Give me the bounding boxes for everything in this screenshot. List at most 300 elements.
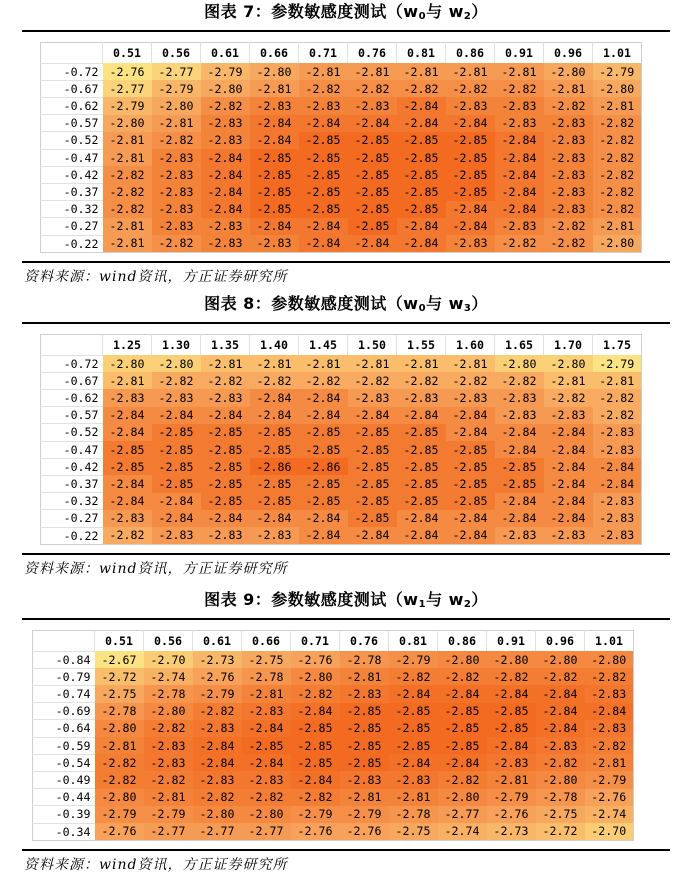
table-row	[41, 235, 642, 252]
figure-title	[22, 292, 670, 316]
heatmap-cell: -2.83	[495, 218, 544, 235]
column-header: 1.01	[593, 43, 642, 64]
heatmap-wrapper	[22, 324, 670, 553]
row-header: -0.37	[41, 475, 103, 492]
heatmap-cell: -2.83	[299, 97, 348, 114]
heatmap-cell: -2.81	[544, 80, 593, 97]
heatmap-cell: -2.84	[446, 424, 495, 441]
heatmap-cell: -2.80	[152, 355, 201, 372]
heatmap-cell: -2.85	[152, 475, 201, 492]
table-row	[33, 806, 634, 823]
heatmap-cell: -2.83	[242, 703, 291, 720]
table-row	[41, 389, 642, 406]
heatmap-cell: -2.82	[95, 771, 144, 788]
table-row	[41, 80, 642, 97]
row-header: -0.27	[41, 218, 103, 235]
heatmap-cell: -2.81	[103, 218, 152, 235]
heatmap-cell: -2.85	[446, 458, 495, 475]
heatmap-cell: -2.84	[201, 149, 250, 166]
table-row	[41, 493, 642, 510]
heatmap-cell: -2.82	[593, 149, 642, 166]
heatmap-cell: -2.82	[299, 80, 348, 97]
heatmap-cell: -2.85	[103, 458, 152, 475]
row-header: -0.54	[33, 754, 95, 771]
heatmap-cell: -2.77	[103, 80, 152, 97]
column-header: 1.25	[103, 335, 152, 356]
heatmap-cell: -2.84	[201, 407, 250, 424]
heatmap-cell: -2.82	[536, 754, 585, 771]
heatmap-cell: -2.83	[585, 685, 634, 702]
heatmap-cell: -2.81	[250, 355, 299, 372]
heatmap-cell: -2.76	[193, 668, 242, 685]
heatmap-cell: -2.84	[250, 218, 299, 235]
heatmap-cell: -2.85	[438, 720, 487, 737]
heatmap-cell: -2.84	[299, 115, 348, 132]
row-header: -0.57	[41, 115, 103, 132]
heatmap-cell: -2.84	[544, 493, 593, 510]
heatmap-cell: -2.81	[446, 355, 495, 372]
heatmap-cell: -2.81	[585, 754, 634, 771]
heatmap-cell: -2.85	[291, 754, 340, 771]
table-row	[41, 115, 642, 132]
heatmap-cell: -2.85	[299, 493, 348, 510]
row-header: -0.74	[33, 685, 95, 702]
row-header: -0.39	[33, 806, 95, 823]
column-header: 0.56	[144, 631, 193, 652]
heatmap-cell: -2.82	[544, 235, 593, 252]
heatmap-cell: -2.83	[201, 389, 250, 406]
header-row	[33, 631, 634, 652]
heatmap-cell: -2.80	[593, 235, 642, 252]
heatmap-cell: -2.82	[544, 97, 593, 114]
title-text: 与 w	[426, 294, 464, 313]
title-text: 与 w	[426, 2, 464, 21]
heatmap-cell: -2.83	[340, 771, 389, 788]
heatmap-cell: -2.84	[299, 389, 348, 406]
source-note: 资料来源：wind资讯，方正证券研究所	[24, 268, 288, 285]
heatmap-cell: -2.80	[95, 720, 144, 737]
heatmap-cell: -2.81	[340, 668, 389, 685]
table-row	[33, 703, 634, 720]
row-header: -0.64	[33, 720, 95, 737]
heatmap-cell: -2.85	[250, 424, 299, 441]
table-row	[41, 132, 642, 149]
heatmap-cell: -2.84	[544, 424, 593, 441]
heatmap-cell: -2.81	[487, 771, 536, 788]
heatmap-cell: -2.79	[144, 806, 193, 823]
heatmap-cell: -2.83	[536, 737, 585, 754]
heatmap-cell: -2.82	[593, 407, 642, 424]
heatmap-cell: -2.84	[242, 720, 291, 737]
figure-8	[22, 292, 670, 580]
heatmap-cell: -2.85	[250, 149, 299, 166]
column-header: 0.51	[103, 43, 152, 64]
heatmap-cell: -2.84	[495, 166, 544, 183]
heatmap-cell: -2.80	[291, 668, 340, 685]
heatmap-cell: -2.84	[397, 235, 446, 252]
heatmap-cell: -2.83	[103, 510, 152, 527]
corner-cell	[41, 43, 103, 64]
heatmap-cell: -2.84	[495, 493, 544, 510]
heatmap-cell: -2.84	[193, 754, 242, 771]
heatmap-cell: -2.82	[152, 132, 201, 149]
heatmap-cell: -2.84	[536, 703, 585, 720]
heatmap-cell: -2.85	[201, 424, 250, 441]
heatmap-cell: -2.83	[250, 527, 299, 544]
heatmap-cell: -2.83	[193, 720, 242, 737]
heatmap-cell: -2.86	[299, 458, 348, 475]
heatmap-cell: -2.83	[152, 201, 201, 218]
heatmap-cell: -2.83	[152, 166, 201, 183]
heatmap-cell: -2.82	[487, 668, 536, 685]
row-header: -0.72	[41, 355, 103, 372]
heatmap-cell: -2.85	[299, 201, 348, 218]
heatmap-cell: -2.85	[348, 183, 397, 200]
heatmap-cell: -2.84	[585, 703, 634, 720]
heatmap-cell: -2.77	[242, 823, 291, 840]
column-header: 0.86	[438, 631, 487, 652]
heatmap-cell: -2.84	[348, 527, 397, 544]
heatmap-cell: -2.83	[201, 115, 250, 132]
heatmap-cell: -2.82	[593, 132, 642, 149]
heatmap-table	[32, 630, 634, 841]
heatmap-cell: -2.85	[397, 441, 446, 458]
heatmap-cell: -2.85	[348, 441, 397, 458]
column-header: 1.35	[201, 335, 250, 356]
heatmap-cell: -2.79	[152, 80, 201, 97]
heatmap-cell: -2.82	[250, 372, 299, 389]
heatmap-cell: -2.84	[397, 97, 446, 114]
heatmap-cell: -2.79	[201, 63, 250, 80]
heatmap-cell: -2.81	[593, 218, 642, 235]
heatmap-cell: -2.85	[299, 441, 348, 458]
heatmap-cell: -2.83	[585, 720, 634, 737]
heatmap-cell: -2.84	[438, 754, 487, 771]
heatmap-cell: -2.82	[144, 720, 193, 737]
column-header: 1.75	[593, 335, 642, 356]
table-row	[33, 737, 634, 754]
heatmap-cell: -2.82	[348, 80, 397, 97]
heatmap-cell: -2.82	[103, 166, 152, 183]
heatmap-cell: -2.84	[201, 201, 250, 218]
heatmap-cell: -2.82	[95, 754, 144, 771]
row-header: -0.32	[41, 493, 103, 510]
heatmap-cell: -2.85	[348, 132, 397, 149]
heatmap-cell: -2.84	[193, 737, 242, 754]
heatmap-cell: -2.84	[348, 235, 397, 252]
table-row	[33, 754, 634, 771]
heatmap-cell: -2.81	[103, 235, 152, 252]
row-header: -0.22	[41, 235, 103, 252]
heatmap-cell: -2.82	[446, 372, 495, 389]
heatmap-cell: -2.80	[152, 97, 201, 114]
header-row	[41, 335, 642, 356]
table-row	[41, 372, 642, 389]
heatmap-cell: -2.84	[487, 685, 536, 702]
heatmap-cell: -2.79	[193, 685, 242, 702]
heatmap-cell: -2.83	[144, 737, 193, 754]
heatmap-cell: -2.81	[152, 115, 201, 132]
heatmap-cell: -2.81	[593, 372, 642, 389]
column-header: 0.81	[389, 631, 438, 652]
heatmap-cell: -2.83	[544, 115, 593, 132]
heatmap-cell: -2.83	[544, 407, 593, 424]
heatmap-cell: -2.74	[438, 823, 487, 840]
heatmap-cell: -2.83	[348, 389, 397, 406]
heatmap-cell: -2.83	[340, 685, 389, 702]
column-header: 1.40	[250, 335, 299, 356]
heatmap-cell: -2.81	[446, 63, 495, 80]
heatmap-cell: -2.85	[348, 218, 397, 235]
heatmap-cell: -2.76	[487, 806, 536, 823]
heatmap-cell: -2.85	[389, 720, 438, 737]
heatmap-cell: -2.79	[95, 806, 144, 823]
heatmap-cell: -2.84	[495, 201, 544, 218]
heatmap-cell: -2.81	[593, 97, 642, 114]
table-row	[33, 720, 634, 737]
heatmap-cell: -2.83	[593, 527, 642, 544]
table-row	[33, 789, 634, 806]
heatmap-cell: -2.82	[593, 389, 642, 406]
heatmap-cell: -2.81	[544, 372, 593, 389]
column-header: 0.66	[242, 631, 291, 652]
heatmap-cell: -2.85	[340, 737, 389, 754]
heatmap-cell: -2.85	[250, 201, 299, 218]
heatmap-cell: -2.81	[95, 737, 144, 754]
heatmap-cell: -2.84	[397, 218, 446, 235]
table-row	[41, 424, 642, 441]
source-note: 资料来源：wind资讯，方正证券研究所	[24, 560, 288, 577]
title-text: 图表 8：参数敏感度测试（w	[204, 294, 419, 313]
heatmap-cell: -2.85	[299, 183, 348, 200]
heatmap-cell: -2.85	[201, 441, 250, 458]
heatmap-cell: -2.85	[291, 720, 340, 737]
row-header: -0.49	[33, 771, 95, 788]
heatmap-cell: -2.85	[397, 166, 446, 183]
heatmap-cell: -2.82	[495, 235, 544, 252]
heatmap-cell: -2.81	[348, 355, 397, 372]
column-header: 1.01	[585, 631, 634, 652]
heatmap-cell: -2.76	[291, 651, 340, 668]
heatmap-cell: -2.85	[446, 441, 495, 458]
heatmap-cell: -2.85	[446, 149, 495, 166]
heatmap-cell: -2.84	[536, 685, 585, 702]
table-row	[41, 458, 642, 475]
heatmap-cell: -2.82	[242, 789, 291, 806]
heatmap-cell: -2.82	[397, 80, 446, 97]
heatmap-cell: -2.83	[201, 235, 250, 252]
heatmap-cell: -2.86	[250, 458, 299, 475]
heatmap-cell: -2.84	[152, 493, 201, 510]
heatmap-cell: -2.84	[495, 441, 544, 458]
heatmap-cell: -2.85	[242, 737, 291, 754]
heatmap-cell: -2.84	[201, 183, 250, 200]
heatmap-cell: -2.83	[152, 183, 201, 200]
heatmap-cell: -2.80	[250, 63, 299, 80]
column-header: 1.50	[348, 335, 397, 356]
heatmap-cell: -2.80	[536, 651, 585, 668]
heatmap-cell: -2.73	[487, 823, 536, 840]
heatmap-cell: -2.84	[446, 218, 495, 235]
title-sub: 2	[463, 11, 472, 22]
heatmap-cell: -2.85	[446, 132, 495, 149]
heatmap-cell: -2.80	[585, 651, 634, 668]
column-header: 1.65	[495, 335, 544, 356]
heatmap-cell: -2.85	[152, 441, 201, 458]
heatmap-cell: -2.85	[340, 703, 389, 720]
heatmap-cell: -2.83	[544, 183, 593, 200]
heatmap-cell: -2.82	[348, 372, 397, 389]
heatmap-cell: -2.84	[250, 407, 299, 424]
heatmap-cell: -2.85	[397, 201, 446, 218]
column-header: 1.70	[544, 335, 593, 356]
column-header: 0.66	[250, 43, 299, 64]
heatmap-cell: -2.82	[291, 789, 340, 806]
table-row	[41, 97, 642, 114]
heatmap-cell: -2.84	[348, 407, 397, 424]
heatmap-cell: -2.85	[348, 458, 397, 475]
table-row	[41, 441, 642, 458]
heatmap-cell: -2.85	[299, 149, 348, 166]
column-header: 0.96	[544, 43, 593, 64]
heatmap-cell: -2.83	[144, 754, 193, 771]
heatmap-cell: -2.84	[152, 407, 201, 424]
column-header: 1.30	[152, 335, 201, 356]
column-header: 0.61	[193, 631, 242, 652]
title-sub: 0	[418, 11, 427, 22]
heatmap-cell: -2.85	[250, 475, 299, 492]
heatmap-cell: -2.79	[593, 63, 642, 80]
heatmap-cell: -2.84	[487, 737, 536, 754]
figure-7	[22, 0, 670, 288]
row-header: -0.47	[41, 149, 103, 166]
heatmap-cell: -2.75	[536, 806, 585, 823]
heatmap-cell: -2.81	[103, 132, 152, 149]
heatmap-cell: -2.82	[299, 372, 348, 389]
heatmap-cell: -2.85	[299, 475, 348, 492]
heatmap-cell: -2.84	[299, 510, 348, 527]
table-row	[41, 63, 642, 80]
heatmap-cell: -2.67	[95, 651, 144, 668]
heatmap-cell: -2.83	[495, 407, 544, 424]
heatmap-cell: -2.84	[446, 201, 495, 218]
heatmap-cell: -2.84	[250, 132, 299, 149]
title-sub: 2	[463, 599, 472, 610]
heatmap-cell: -2.85	[397, 493, 446, 510]
heatmap-cell: -2.82	[585, 737, 634, 754]
heatmap-cell: -2.85	[250, 493, 299, 510]
heatmap-cell: -2.77	[144, 823, 193, 840]
heatmap-cell: -2.75	[242, 651, 291, 668]
title-text: 图表 7：参数敏感度测试（w	[204, 2, 419, 21]
heatmap-wrapper	[22, 32, 670, 261]
heatmap-cell: -2.73	[193, 651, 242, 668]
heatmap-cell: -2.85	[348, 475, 397, 492]
heatmap-cell: -2.83	[593, 510, 642, 527]
heatmap-cell: -2.74	[144, 668, 193, 685]
heatmap-cell: -2.84	[299, 218, 348, 235]
table-row	[41, 407, 642, 424]
heatmap-cell: -2.82	[446, 80, 495, 97]
heatmap-cell: -2.84	[299, 235, 348, 252]
table-row	[41, 149, 642, 166]
row-header: -0.84	[33, 651, 95, 668]
heatmap-cell: -2.85	[397, 183, 446, 200]
heatmap-cell: -2.76	[291, 823, 340, 840]
heatmap-cell: -2.81	[397, 63, 446, 80]
heatmap-cell: -2.85	[397, 424, 446, 441]
heatmap-cell: -2.76	[103, 63, 152, 80]
heatmap-cell: -2.78	[144, 685, 193, 702]
heatmap-cell: -2.85	[250, 166, 299, 183]
heatmap-cell: -2.85	[487, 703, 536, 720]
heatmap-cell: -2.85	[446, 183, 495, 200]
heatmap-cell: -2.85	[397, 475, 446, 492]
heatmap-cell: -2.81	[299, 63, 348, 80]
heatmap-cell: -2.85	[438, 737, 487, 754]
heatmap-cell: -2.85	[389, 737, 438, 754]
heatmap-cell: -2.84	[544, 475, 593, 492]
heatmap-cell: -2.85	[446, 475, 495, 492]
row-header: -0.79	[33, 668, 95, 685]
heatmap-cell: -2.82	[389, 668, 438, 685]
row-header: -0.47	[41, 441, 103, 458]
heatmap-cell: -2.85	[348, 149, 397, 166]
heatmap-cell: -2.74	[585, 806, 634, 823]
heatmap-cell: -2.82	[593, 201, 642, 218]
title-text: 图表 9：参数敏感度测试（w	[204, 590, 419, 609]
heatmap-cell: -2.78	[340, 651, 389, 668]
row-header: -0.37	[41, 183, 103, 200]
heatmap-cell: -2.82	[495, 372, 544, 389]
heatmap-cell: -2.84	[397, 510, 446, 527]
table-row	[33, 668, 634, 685]
heatmap-cell: -2.85	[438, 703, 487, 720]
table-row	[33, 771, 634, 788]
heatmap-cell: -2.76	[585, 789, 634, 806]
heatmap-cell: -2.85	[299, 132, 348, 149]
source-note: 资料来源：wind资讯，方正证券研究所	[24, 856, 288, 873]
heatmap-cell: -2.83	[152, 389, 201, 406]
column-header: 0.76	[340, 631, 389, 652]
heatmap-cell: -2.77	[152, 63, 201, 80]
row-header: -0.72	[41, 63, 103, 80]
column-header: 0.71	[299, 43, 348, 64]
heatmap-cell: -2.82	[544, 218, 593, 235]
heatmap-cell: -2.78	[242, 668, 291, 685]
table-row	[41, 510, 642, 527]
heatmap-cell: -2.85	[250, 183, 299, 200]
heatmap-cell: -2.83	[103, 389, 152, 406]
heatmap-cell: -2.83	[495, 389, 544, 406]
heatmap-cell: -2.82	[495, 80, 544, 97]
heatmap-cell: -2.85	[348, 424, 397, 441]
heatmap-cell: -2.81	[348, 63, 397, 80]
heatmap-cell: -2.80	[103, 355, 152, 372]
heatmap-cell: -2.82	[291, 685, 340, 702]
heatmap-cell: -2.82	[438, 668, 487, 685]
heatmap-cell: -2.83	[495, 97, 544, 114]
heatmap-wrapper	[22, 620, 670, 849]
heatmap-cell: -2.79	[103, 97, 152, 114]
heatmap-cell: -2.83	[389, 771, 438, 788]
heatmap-cell: -2.84	[544, 510, 593, 527]
heatmap-cell: -2.84	[544, 441, 593, 458]
heatmap-cell: -2.85	[397, 458, 446, 475]
heatmap-cell: -2.82	[536, 668, 585, 685]
heatmap-cell: -2.82	[103, 201, 152, 218]
heatmap-cell: -2.80	[193, 806, 242, 823]
